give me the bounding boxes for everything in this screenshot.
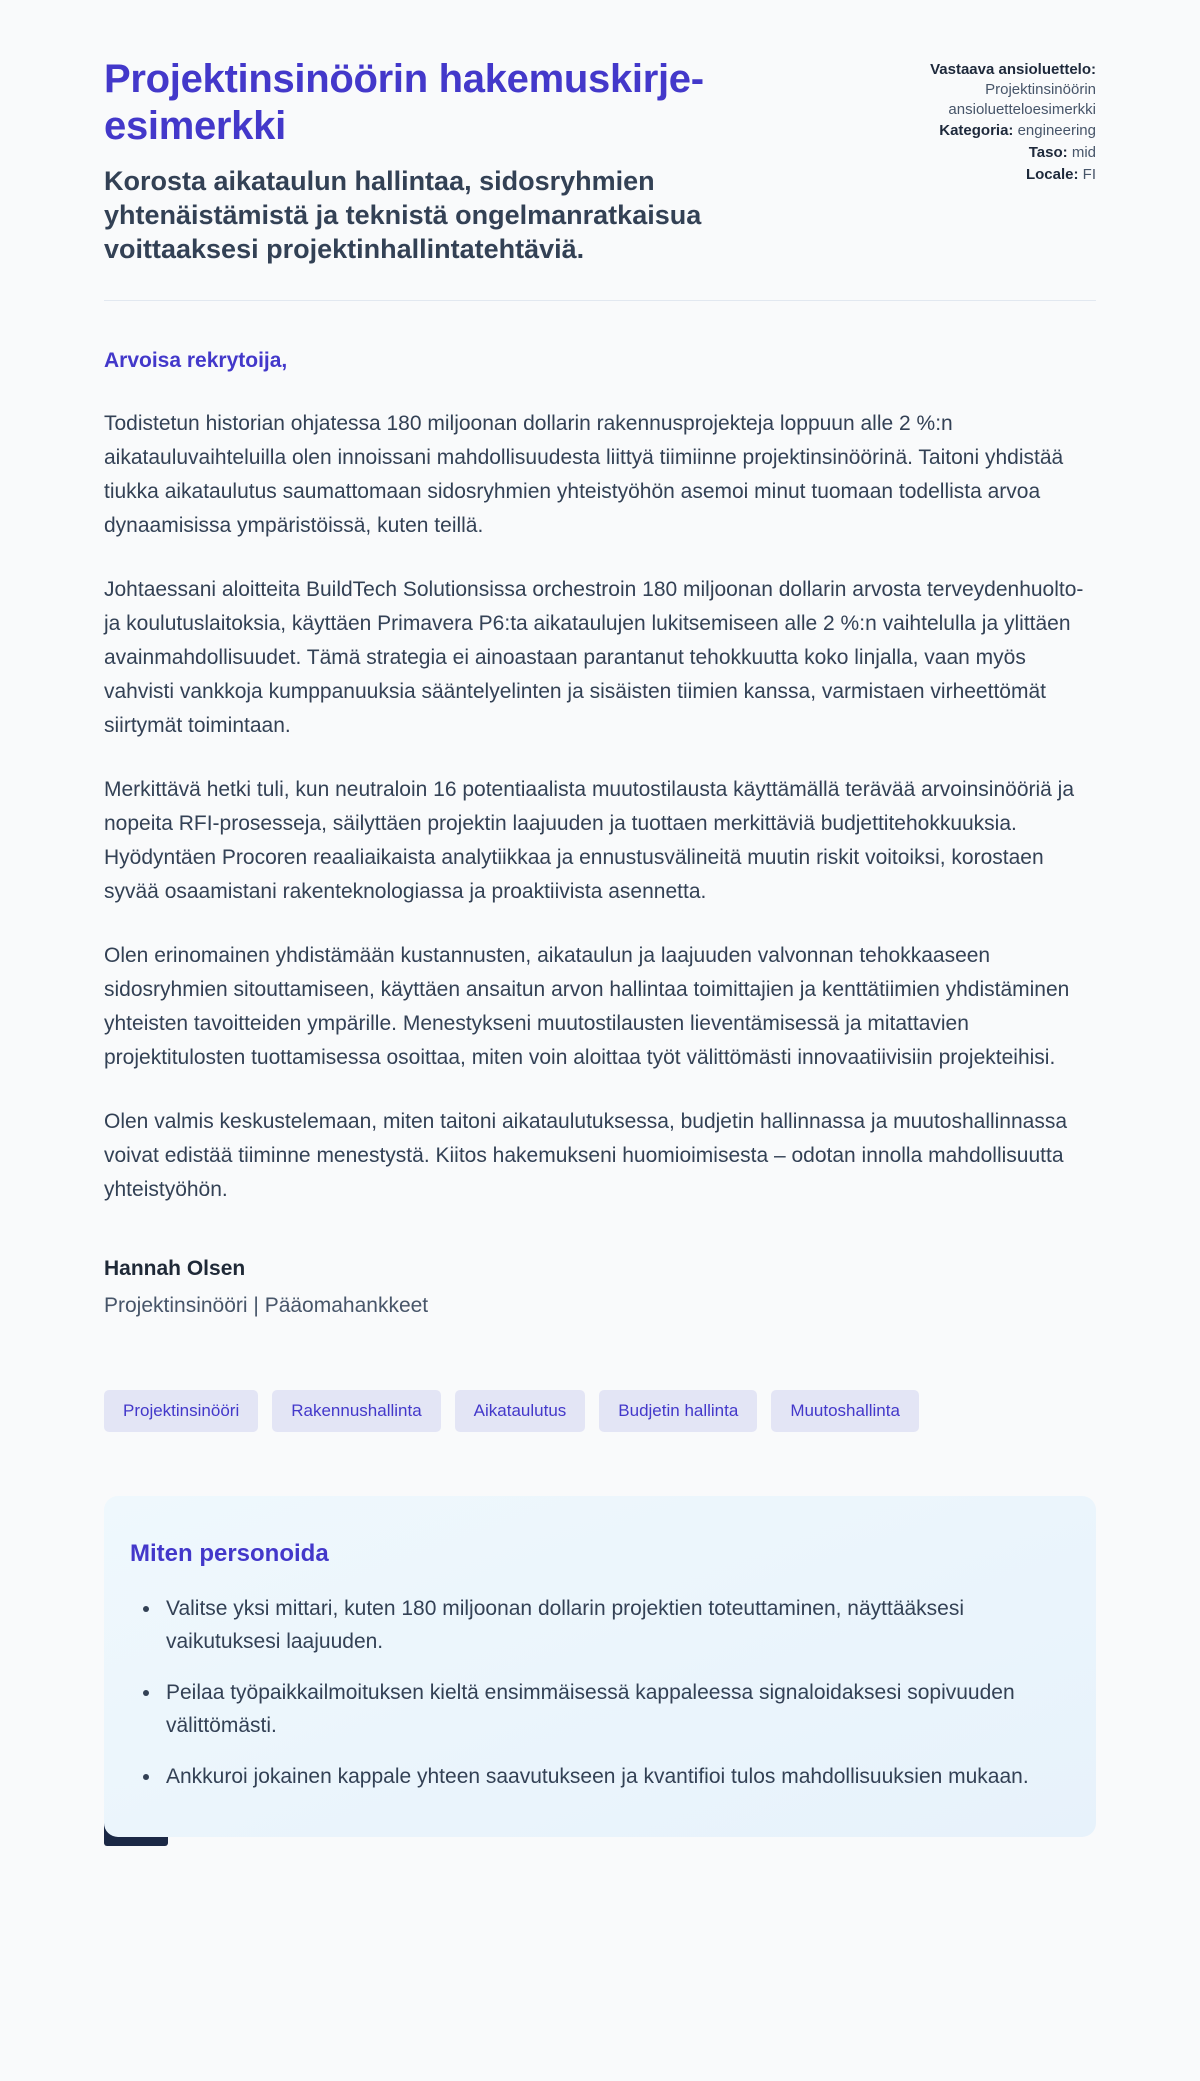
tips-section (104, 1496, 1096, 1837)
meta-item-category (918, 121, 1096, 141)
tag-pill[interactable]: Projektinsinööri (104, 1390, 258, 1432)
letter-paragraph: Todistetun historian ohjatessa 180 miljoonan dollarin rakennusprojekteja loppuun alle 2 %:n aikatauluvaihteluilla olen innoissani mahdollisuudesta liittyä tiimiinne projektinsinöörinä. Taitoni yhdistää tiukka aikataulutus saumattomaan sidosryhmien yhteistyöhön asemoi minut tuomaan todellista arvoa dynaamisissa ympäristöissä, kuten teillä. (104, 411, 1064, 537)
meta-level-value: mid (1071, 144, 1096, 162)
letter-paragraph: Olen valmis keskustelemaan, miten taitoni aikataulutuksessa, budjetin hallinnassa ja muutoshallinnassa voivat edistää tiiminne menestystä. Kiitos hakemukseni huomioimisesta – odotan innolla mahdollisuutta yhteistyöhön. (104, 1109, 1068, 1201)
related-resume-link[interactable]: Projektinsinöörin ansioluetteloesimerkki (948, 80, 1096, 118)
meta-item-resume (918, 60, 1096, 119)
page-subtitle: Korosta aikataulun hallintaa, sidosryhmien yhtenäistämistä ja teknistä ongelmanratkaisua voittaaksesi projektinhallintatehtäviä. (104, 166, 702, 265)
letter-greeting: Arvoisa rekrytoija, (104, 349, 288, 373)
meta-resume-label: Vastaava ansioluettelo: (930, 61, 1096, 78)
tip-item: • Valitse yksi mittari, kuten 180 miljoonan dollarin projektien toteuttaminen, näyttääksesi vaikutuksesi laajuuden. (162, 1592, 1048, 1658)
page-title: Projektinsinöörin hakemuskirje-esimerkki (104, 57, 704, 149)
tag-pill[interactable]: Aikataulutus (455, 1390, 586, 1432)
tag-pill[interactable]: Budjetin hallinta (599, 1390, 757, 1432)
tips-title: Miten personoida (130, 1540, 329, 1568)
meta-panel (918, 56, 1096, 187)
meta-item-level (918, 143, 1096, 163)
tip-item: • Peilaa työpaikkailmoituksen kieltä ensimmäisessä kappaleessa signaloidaksesi sopivuuden välittömästi. (162, 1676, 1048, 1742)
meta-item-locale (918, 165, 1096, 185)
header-left (104, 56, 804, 266)
meta-locale-value: FI (1082, 165, 1096, 183)
letter-paragraph: Johtaessani aloitteita BuildTech Solutionsissa orchestroin 180 miljoonan dollarin arvosta terveydenhuolto- ja koulutuslaitoksia, käyttäen Primavera P6:ta aikataulujen lukitsemiseen alle 2 %:n vaihtelulla ja ylittäen avainmahdollisuudet. Tämä strategia ei ainoastaan parantanut tehokkuutta koko linjalla, vaan myös vahvisti vankkoja kumppanuuksia sääntelyelinten ja sisäisten tiimien kanssa, varmistaen virheettömät siirtymät toimintaan. (104, 577, 1084, 737)
header (104, 56, 1096, 266)
tag-pill[interactable]: Muutoshallinta (771, 1390, 919, 1432)
letter-body (104, 347, 1096, 1317)
meta-category-label: Kategoria: (939, 122, 1014, 140)
signature-role: Projektinsinööri | Pääomahankkeet (104, 1293, 429, 1317)
letter-paragraph: Merkittävä hetki tuli, kun neutraloin 16 potentiaalista muutostilausta käyttämällä terävää arvoinsinööriä ja nopeita RFI-prosesseja, säilyttäen projektin laajuuden ja tuottaen merkittäviä budjettitehokkuuksia. Hyödyntäen Procoren reaaliaikaista analytiikkaa ja ennustusvälineitä muutin riskit voitoiksi, korostaen syvää osaamistani rakenteknologiassa ja proaktiivista asennetta. (104, 777, 1075, 903)
tips-list (130, 1592, 1048, 1793)
signature-name: Hannah Olsen (104, 1256, 246, 1280)
tip-item: • Ankkuroi jokainen kappale yhteen saavutukseen ja kvantifioi tulos mahdollisuuksien mukaan. (162, 1760, 1048, 1793)
meta-category-value: engineering (1017, 122, 1096, 140)
meta-level-label: Taso: (1028, 144, 1068, 162)
tag-list (104, 1390, 1096, 1432)
tag-pill[interactable]: Rakennushallinta (272, 1390, 440, 1432)
tips-box (104, 1496, 1096, 1837)
header-divider (104, 300, 1096, 301)
letter-paragraph: Olen erinomainen yhdistämään kustannusten, aikataulun ja laajuuden valvonnan tehokkaaseen sidosryhmien sitouttamiseen, käyttäen ansaitun arvon hallintaa toimittajien ja kenttätiimien yhdistäminen yhteisten tavoitteiden ympärille. Menestykseni muutostilausten lieventämisessä ja mitattavien projektitulosten tuottamisessa osoittaa, miten voin aloittaa työt välittömästi innovaatiivisiin projekteihisi. (104, 943, 1070, 1069)
meta-locale-label: Locale: (1025, 165, 1079, 183)
